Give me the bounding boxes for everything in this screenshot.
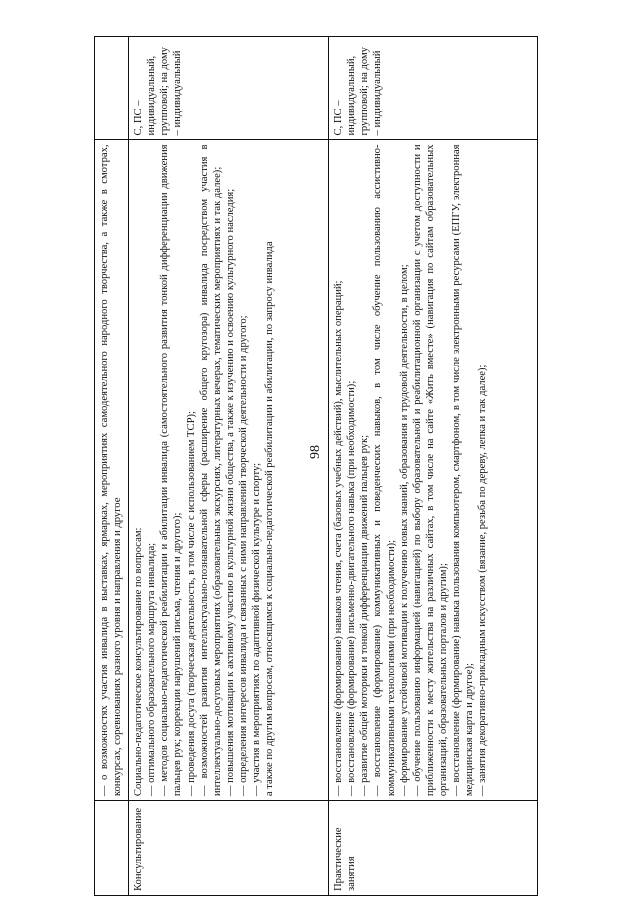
list-item: — возможностей развития интеллектуально-познавательной сферы (расширение общего кругозора) инвалида посредством участия в интеллектуально-досуговых мероприятиях (образовательных экскурсиях, литературных вечерах, тематических мероприятиях и так далее); bbox=[198, 144, 223, 797]
list-item: — восстановление (формирование) коммуникативных и поведенческих навыков, в том числе обучение пользованию ассистивно-коммуникативными технологиями (при необходимости); bbox=[372, 144, 397, 797]
list-item: — участия в мероприятиях по адаптивной физической культуре и спорту; bbox=[251, 462, 263, 797]
list-item: — проведения досуга (творческая деятельность, в том числе с использованием ТСР); bbox=[185, 411, 197, 797]
lead-text: Социально-педагогическое консультирование по вопросам: bbox=[133, 527, 144, 797]
form-cell bbox=[95, 801, 129, 896]
content-cell bbox=[129, 140, 329, 801]
list-item: — восстановление (формирование) навыка пользования компьютером, смартфоном, в том числе электронными ресурсами (ЕПГУ, электронная медицинская карта и другое); bbox=[451, 144, 476, 797]
form-cell: Консультирование bbox=[129, 801, 329, 896]
list-item: — восстановление (формирование) навыков чтения, счета (базовых учебных действий), мыслительных операций; bbox=[333, 280, 344, 797]
list-item: — о возможностях участия инвалида в выставках, ярмарках, мероприятиях самодеятельного народного творчества, а также в смотрах, конкурсах, соревнованиях разного уровня и направления и другое bbox=[99, 144, 124, 797]
place-cell: С, ПС – индивидуальный, групповой; на дому – индивидуальный bbox=[329, 37, 538, 140]
content-cell bbox=[95, 140, 129, 801]
list-item: — занятия декоративно-прикладным искусством (вязание, резьба по дереву, лепка и так далее); bbox=[477, 364, 489, 797]
list-item: — оптимального образовательного маршрута инвалида; bbox=[146, 542, 158, 797]
table-row bbox=[129, 37, 329, 896]
place-cell: С, ПС – индивидуальный, групповой; на дому – индивидуальный bbox=[129, 37, 329, 140]
list-item: — восстановление (формирование) письменно-двигательного навыка (при необходимости); bbox=[346, 380, 358, 797]
list-item: а также по другим вопросам, относящимся к социально-педагогической реабилитации и абилитации, по запросу инвалида bbox=[264, 241, 276, 797]
list-item: — формирование устойчивой мотивации к получению новых знаний, образования и трудовой деятельности, в целом; bbox=[398, 264, 410, 797]
table-row bbox=[95, 37, 129, 896]
place-cell bbox=[95, 37, 129, 140]
rehabilitation-table bbox=[94, 36, 538, 896]
page-number: 98 bbox=[308, 445, 323, 459]
list-item: — обучение пользованию информацией (навигацией) по выбору образовательной и реабилитационной организации с учетом доступности и приближенности к месту жительства на различных сайтах, в том числе на сайте «Жить вместе» (навигация по сайтам образовательных организаций, образовательных порталов и другим); bbox=[411, 144, 449, 797]
form-cell: Практические занятия bbox=[329, 801, 538, 896]
list-item: — развитие общей моторики и тонкой дифференциации движений пальцев рук; bbox=[359, 434, 371, 797]
table-row bbox=[329, 37, 538, 896]
content-cell bbox=[329, 140, 538, 801]
list-item: — повышения мотивации к активному участию в культурной жизни общества, а также к изучению и освоению культурного наследия; bbox=[224, 188, 236, 797]
list-item: — определения интересов инвалида и связанных с ними направлений творческой деятельности и другого; bbox=[238, 315, 249, 797]
list-item: — методов социально-педагогической реабилитации и абилитации инвалида (самостоятельного развития тонкой дифференциации движения пальцев рук; коррекции нарушений письма, чтения и другого); bbox=[159, 144, 184, 797]
rotated-table-container bbox=[94, 36, 538, 896]
